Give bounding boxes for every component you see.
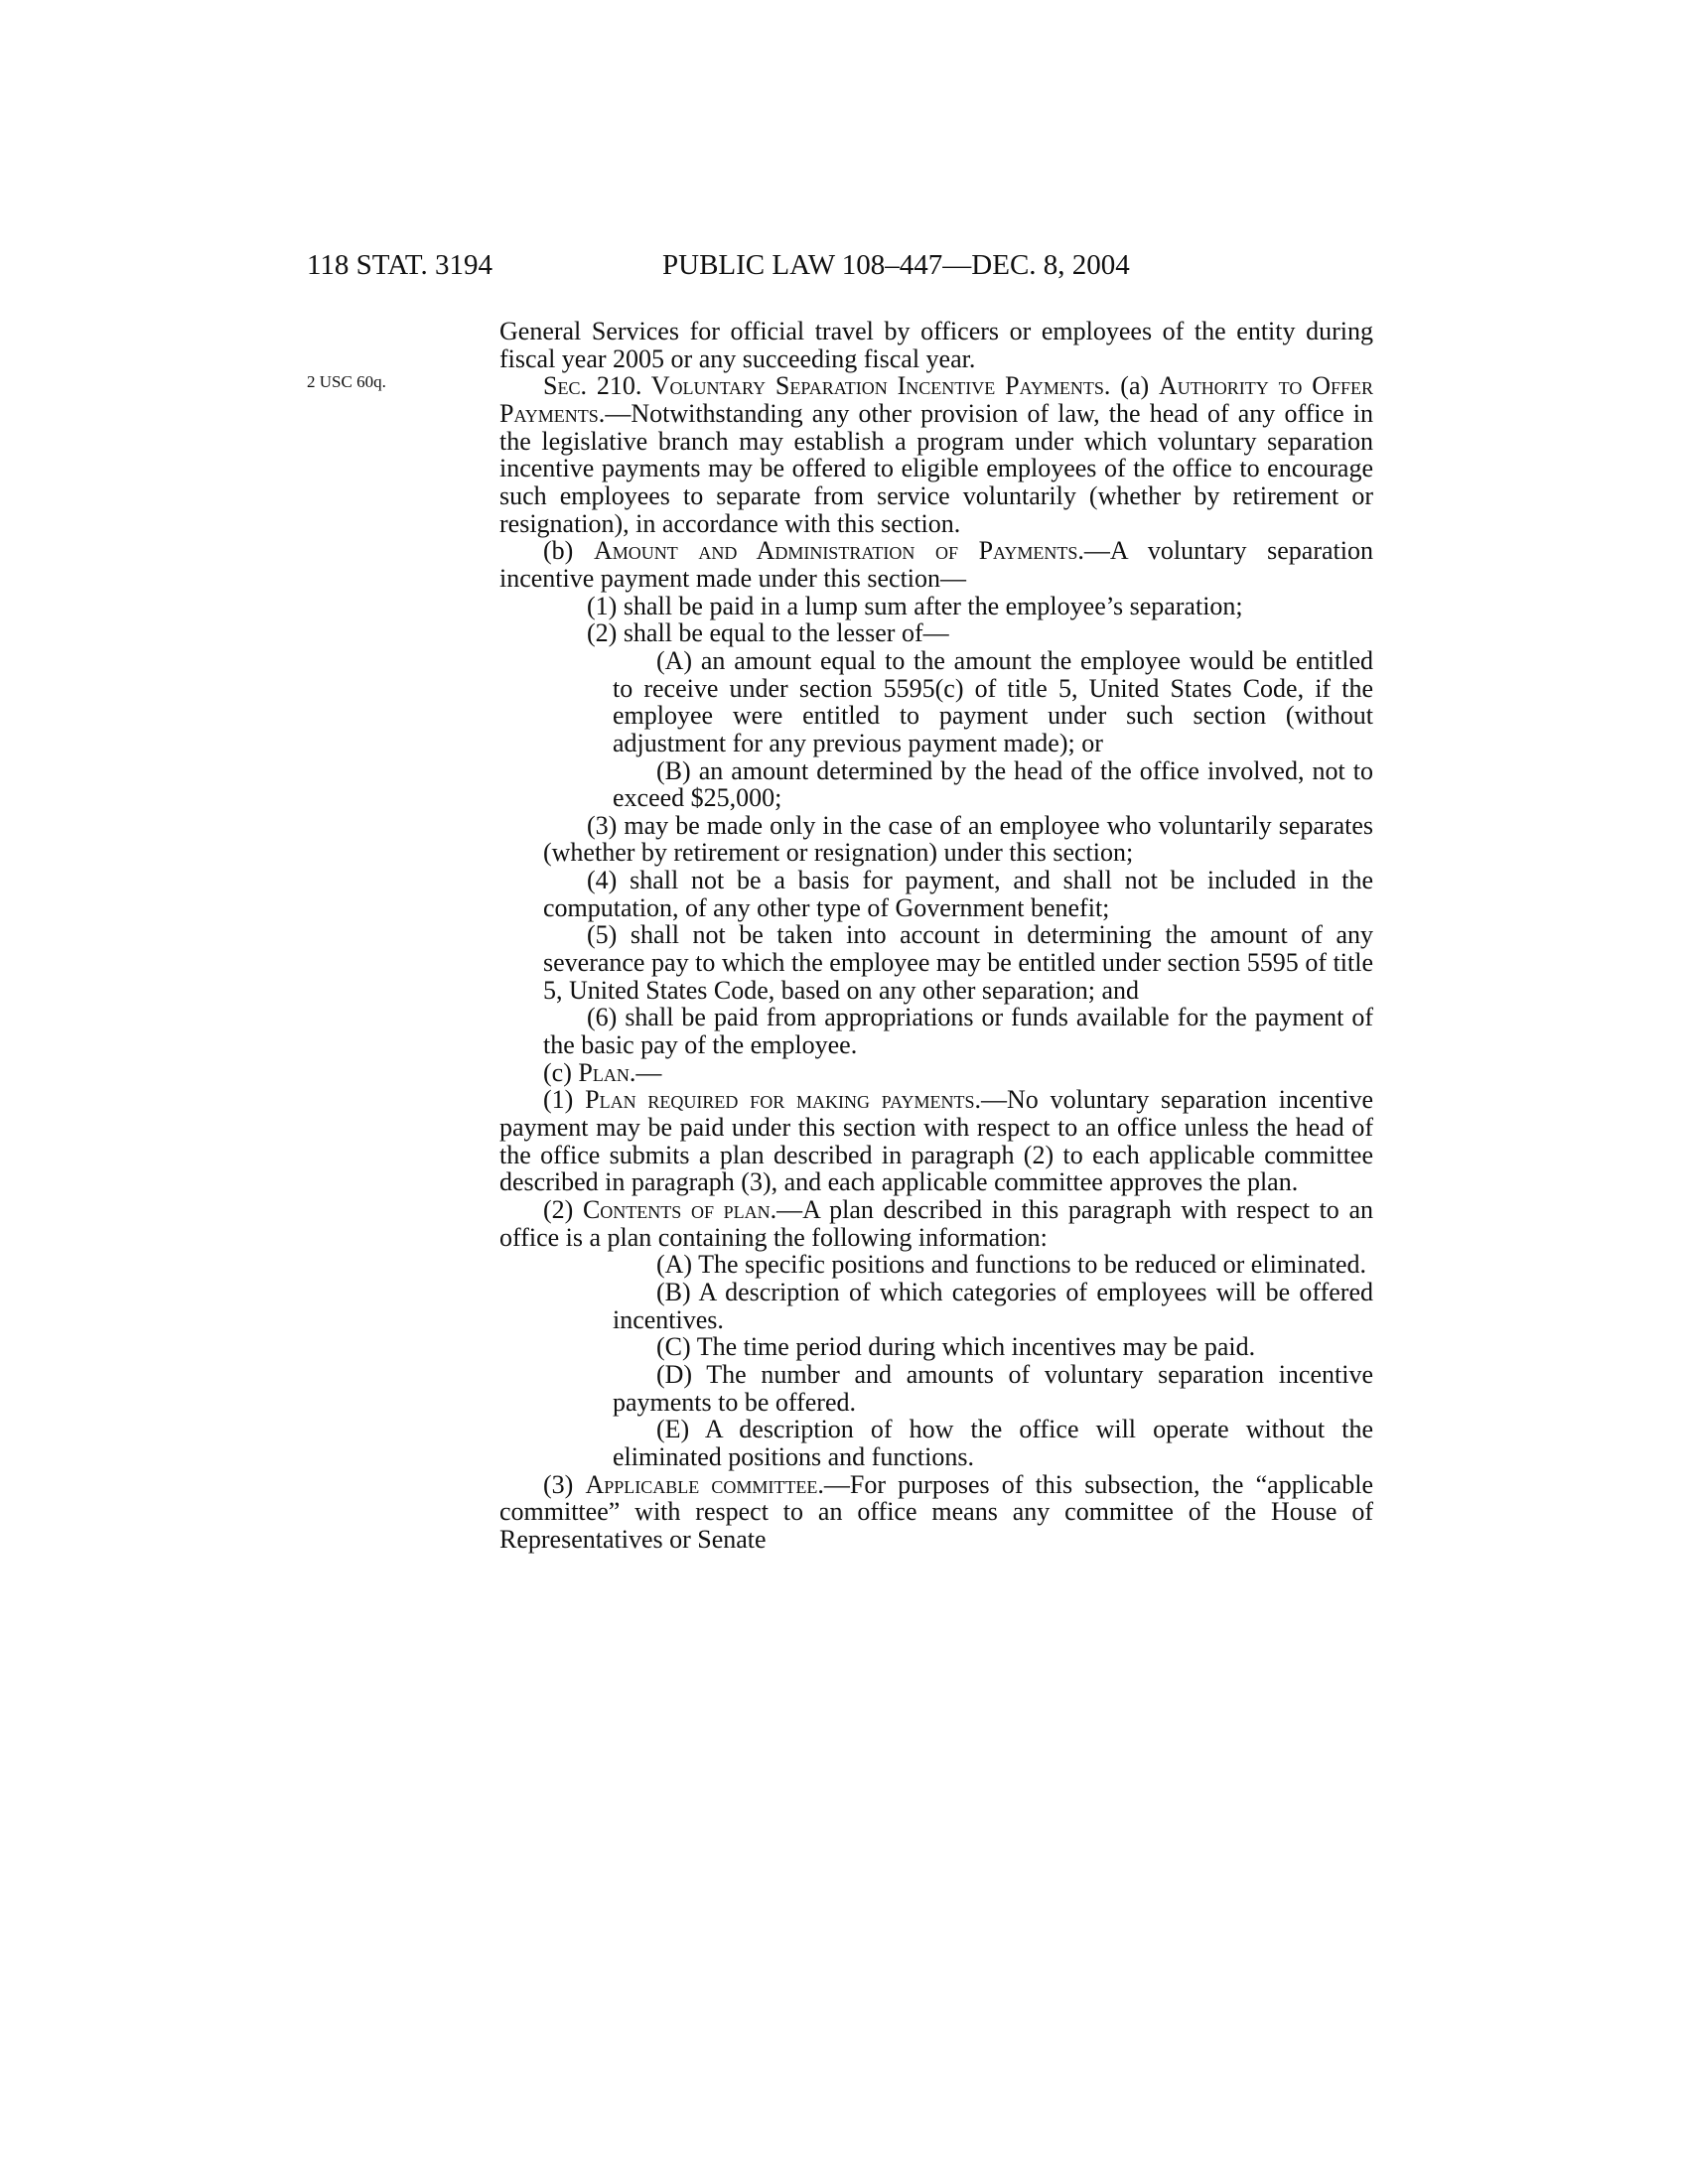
paragraph-b-5: (5) shall not be taken into account in determining the amount of any severance pay to which the employee may be entitled under section 5595 of title 5, United States Code, based on any other separation; and: [543, 920, 1373, 1005]
paragraph-heading: Contents of plan.: [582, 1195, 777, 1224]
paragraph-heading: Plan required for making payments.: [585, 1085, 982, 1115]
paragraph-c-1: (1) Plan required for making payments.—No voluntary separation incentive payment may be paid under this section with respect to an office unless the head of the office submits a plan described in paragraph (2) to each applicable committee described in paragraph (3), and each applicable committee approves the plan.: [499, 1085, 1373, 1197]
section-heading: Sec. 210. Voluntary Separation Incentive Payments.: [543, 371, 1111, 401]
subsection-c: (c) Plan.—: [543, 1057, 662, 1087]
paragraph-b-1: (1) shall be paid in a lump sum after the employee’s separation;: [587, 591, 1243, 620]
stat-page-number: 118 STAT. 3194: [307, 249, 492, 281]
subsection-heading: Authority to Offer Payments.: [499, 371, 1373, 428]
subparagraph-c-2-d: (D) The number and amounts of voluntary separation incentive payments to be offered.: [613, 1359, 1373, 1417]
subparagraph-b-2-a: (A) an amount equal to the amount the employee would be entitled to receive under section 5595(c) of title 5, United States Code, if the employee were entitled to payment under such section (without adjustment for any previous payment made); or: [613, 645, 1373, 757]
subsection-b: (b) Amount and Administration of Payments.—A voluntary separation incentive payment made under this section—: [499, 536, 1373, 593]
subsection-heading: Plan.: [578, 1057, 636, 1087]
subsection-heading: Amount and Administration of Payments.: [593, 536, 1084, 566]
subparagraph-b-2-b: (B) an amount determined by the head of the office involved, not to exceed $25,000;: [613, 755, 1373, 813]
paragraph-continuation: General Services for official travel by officers or employees of the entity during fiscal year 2005 or any succeeding fiscal year.: [499, 317, 1373, 373]
subparagraph-c-2-a: (A) The specific positions and functions to be reduced or eliminated.: [656, 1250, 1367, 1280]
running-header-title: PUBLIC LAW 108–447—DEC. 8, 2004: [662, 249, 1130, 281]
paragraph-b-4: (4) shall not be a basis for payment, and shall not be included in the computation, of any other type of Government benefit;: [543, 866, 1373, 922]
section-210-a: Sec. 210. Voluntary Separation Incentive Payments. (a) Authority to Offer Payments.—Notwithstanding any other provision of law, the head of any office in the legislative branch may establish a program under which voluntary separation incentive payments may be offered to eligible employees of the office to encourage such employees to separate from service voluntarily (whether by retirement or resignation), in accordance with this section.: [499, 371, 1373, 538]
subparagraph-c-2-c: (C) The time period during which incentives may be paid.: [656, 1332, 1256, 1362]
paragraph-heading: Applicable committee.: [585, 1469, 824, 1499]
statute-body: [499, 318, 1373, 1554]
subparagraph-c-2-b: (B) A description of which categories of employees will be offered incentives.: [613, 1277, 1373, 1334]
margin-citation: 2 USC 60q.: [307, 372, 386, 391]
subparagraph-c-2-e: (E) A description of how the office will operate without the eliminated positions and functions.: [613, 1415, 1373, 1471]
paragraph-c-2: (2) Contents of plan.—A plan described in this paragraph with respect to an office is a plan containing the following information:: [499, 1195, 1373, 1252]
paragraph-c-3: (3) Applicable committee.—For purposes of this subsection, the “applicable committee” with respect to an office means any committee of the House of Representatives or Senate: [499, 1469, 1373, 1554]
paragraph-b-6: (6) shall be paid from appropriations or funds available for the payment of the basic pay of the employee.: [543, 1003, 1373, 1060]
paragraph-b-3: (3) may be made only in the case of an employee who voluntarily separates (whether by retirement or resignation) under this section;: [543, 810, 1373, 868]
paragraph-b-2: (2) shall be equal to the lesser of—: [587, 618, 949, 648]
